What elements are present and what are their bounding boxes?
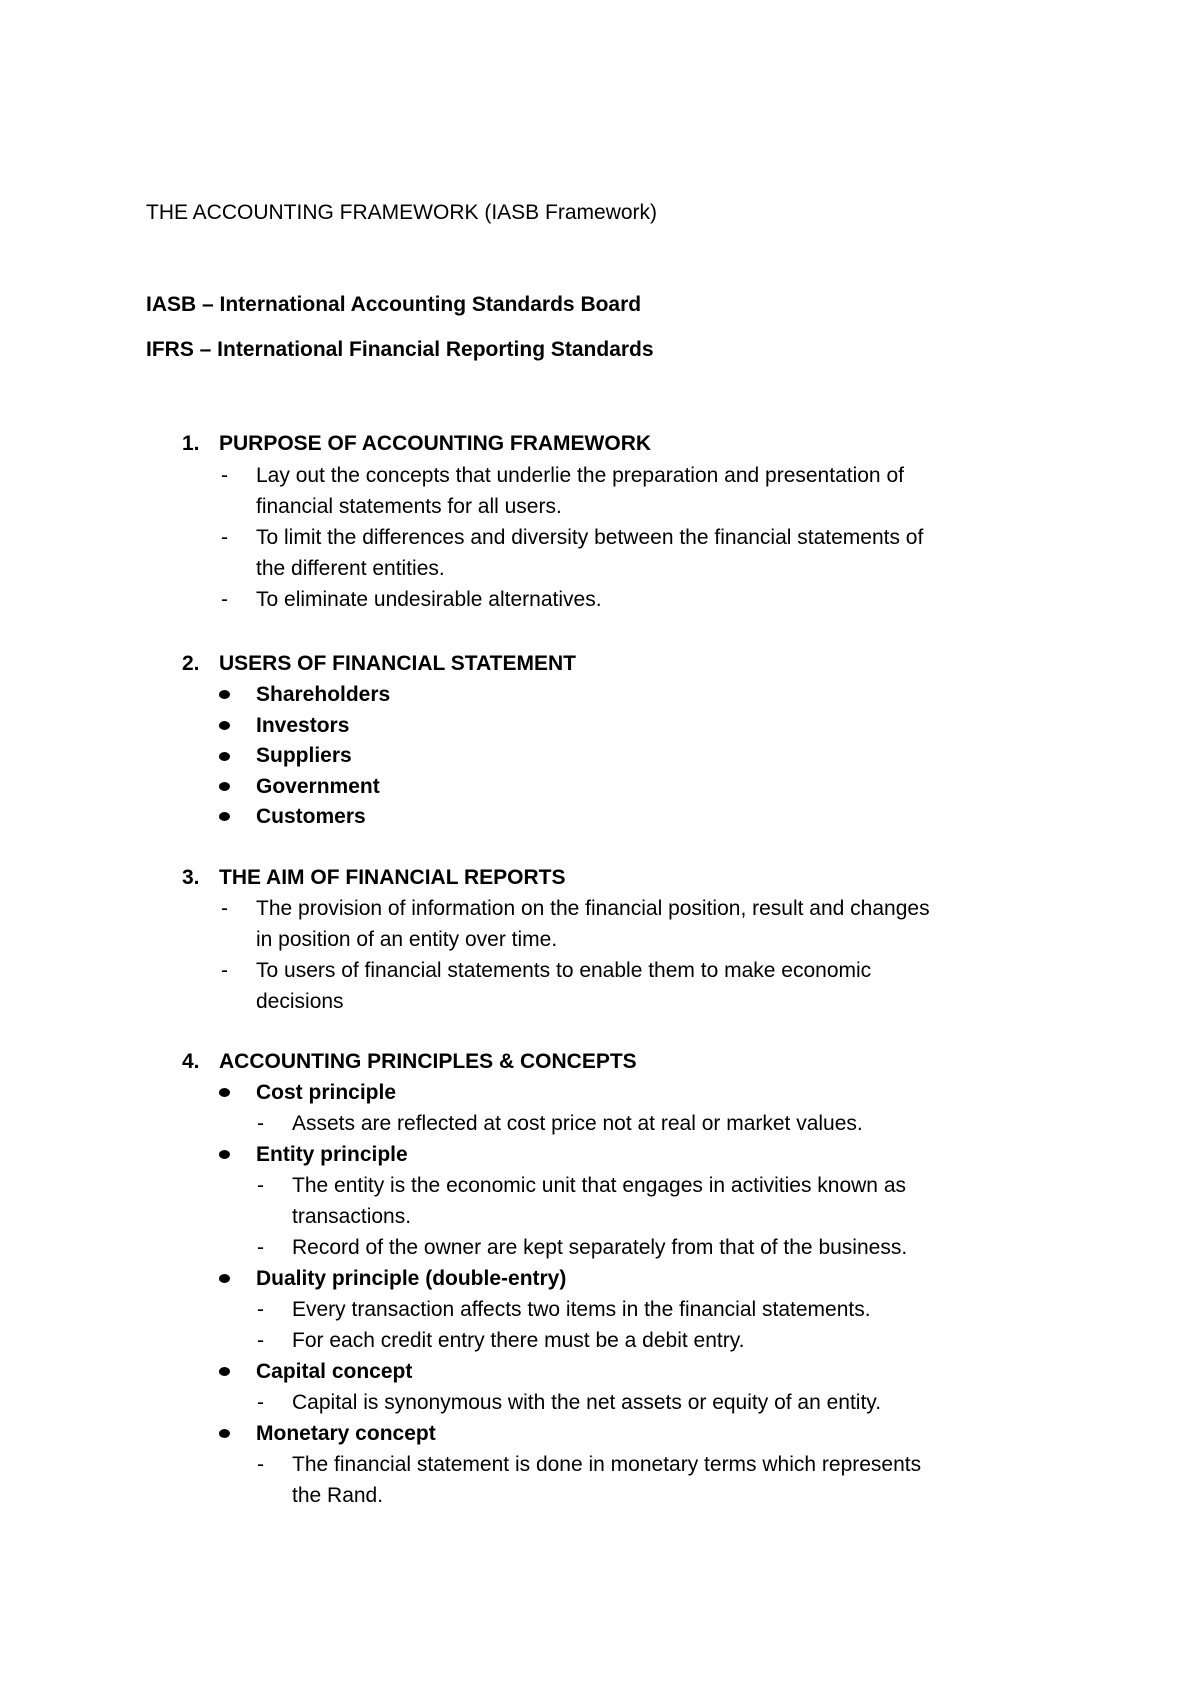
dash-icon: - (257, 1112, 264, 1135)
dash-icon: - (221, 464, 228, 487)
principle-line: Record of the owner are kept separately from that of the business. (292, 1236, 908, 1259)
section-1-line: To eliminate undesirable alternatives. (256, 588, 602, 611)
bullet-icon (219, 752, 230, 761)
bullet-icon (219, 1150, 230, 1159)
user-item: Government (256, 775, 380, 798)
user-item: Investors (256, 714, 350, 737)
dash-icon: - (221, 588, 228, 611)
section-1-line: Lay out the concepts that underlie the preparation and presentation of (256, 464, 904, 487)
principle-name: Entity principle (256, 1143, 408, 1166)
section-1-line: the different entities. (256, 557, 445, 580)
dash-icon: - (257, 1174, 264, 1197)
principle-line: The financial statement is done in monetary terms which represents (292, 1453, 922, 1476)
section-2-heading: USERS OF FINANCIAL STATEMENT (219, 652, 576, 675)
section-3-line: in position of an entity over time. (256, 928, 558, 951)
principle-line: Every transaction affects two items in the financial statements. (292, 1298, 871, 1321)
dash-icon: - (257, 1391, 264, 1414)
section-3-heading: THE AIM OF FINANCIAL REPORTS (219, 866, 566, 889)
bullet-icon (219, 812, 230, 821)
section-4-heading: ACCOUNTING PRINCIPLES & CONCEPTS (219, 1050, 637, 1073)
section-1-heading: PURPOSE OF ACCOUNTING FRAMEWORK (219, 432, 652, 455)
user-item: Customers (256, 805, 366, 828)
dash-icon: - (257, 1329, 264, 1352)
principle-line: For each credit entry there must be a debit entry. (292, 1329, 745, 1352)
section-1-line: To limit the differences and diversity between the financial statements of (256, 526, 924, 549)
section-2-number: 2. (182, 652, 200, 675)
dash-icon: - (221, 897, 228, 920)
dash-icon: - (257, 1453, 264, 1476)
principle-line: The entity is the economic unit that engages in activities known as (292, 1174, 907, 1197)
definition-iasb: IASB – International Accounting Standards Board (146, 293, 642, 316)
definition-ifrs: IFRS – International Financial Reporting Standards (146, 338, 654, 361)
principle-name: Duality principle (double-entry) (256, 1267, 567, 1290)
section-1-line: financial statements for all users. (256, 495, 562, 518)
document-title: THE ACCOUNTING FRAMEWORK (IASB Framework) (146, 201, 658, 224)
section-3-line: decisions (256, 990, 344, 1013)
dash-icon: - (221, 959, 228, 982)
dash-icon: - (221, 526, 228, 549)
principle-line: the Rand. (292, 1484, 384, 1507)
bullet-icon (219, 690, 230, 699)
principle-name: Monetary concept (256, 1422, 436, 1445)
bullet-icon (219, 782, 230, 791)
section-3-line: The provision of information on the financial position, result and changes (256, 897, 930, 920)
dash-icon: - (257, 1298, 264, 1321)
principle-line: Capital is synonymous with the net assets or equity of an entity. (292, 1391, 882, 1414)
principle-name: Cost principle (256, 1081, 397, 1104)
section-4-number: 4. (182, 1050, 200, 1073)
bullet-icon (219, 1429, 230, 1438)
principle-name: Capital concept (256, 1360, 413, 1383)
section-1-number: 1. (182, 432, 200, 455)
bullet-icon (219, 1367, 230, 1376)
bullet-icon (219, 1274, 230, 1283)
user-item: Suppliers (256, 744, 352, 767)
dash-icon: - (257, 1236, 264, 1259)
principle-line: Assets are reflected at cost price not at real or market values. (292, 1112, 863, 1135)
bullet-icon (219, 721, 230, 730)
principle-line: transactions. (292, 1205, 412, 1228)
section-3-line: To users of financial statements to enable them to make economic (256, 959, 872, 982)
section-3-number: 3. (182, 866, 200, 889)
bullet-icon (219, 1088, 230, 1097)
user-item: Shareholders (256, 683, 391, 706)
